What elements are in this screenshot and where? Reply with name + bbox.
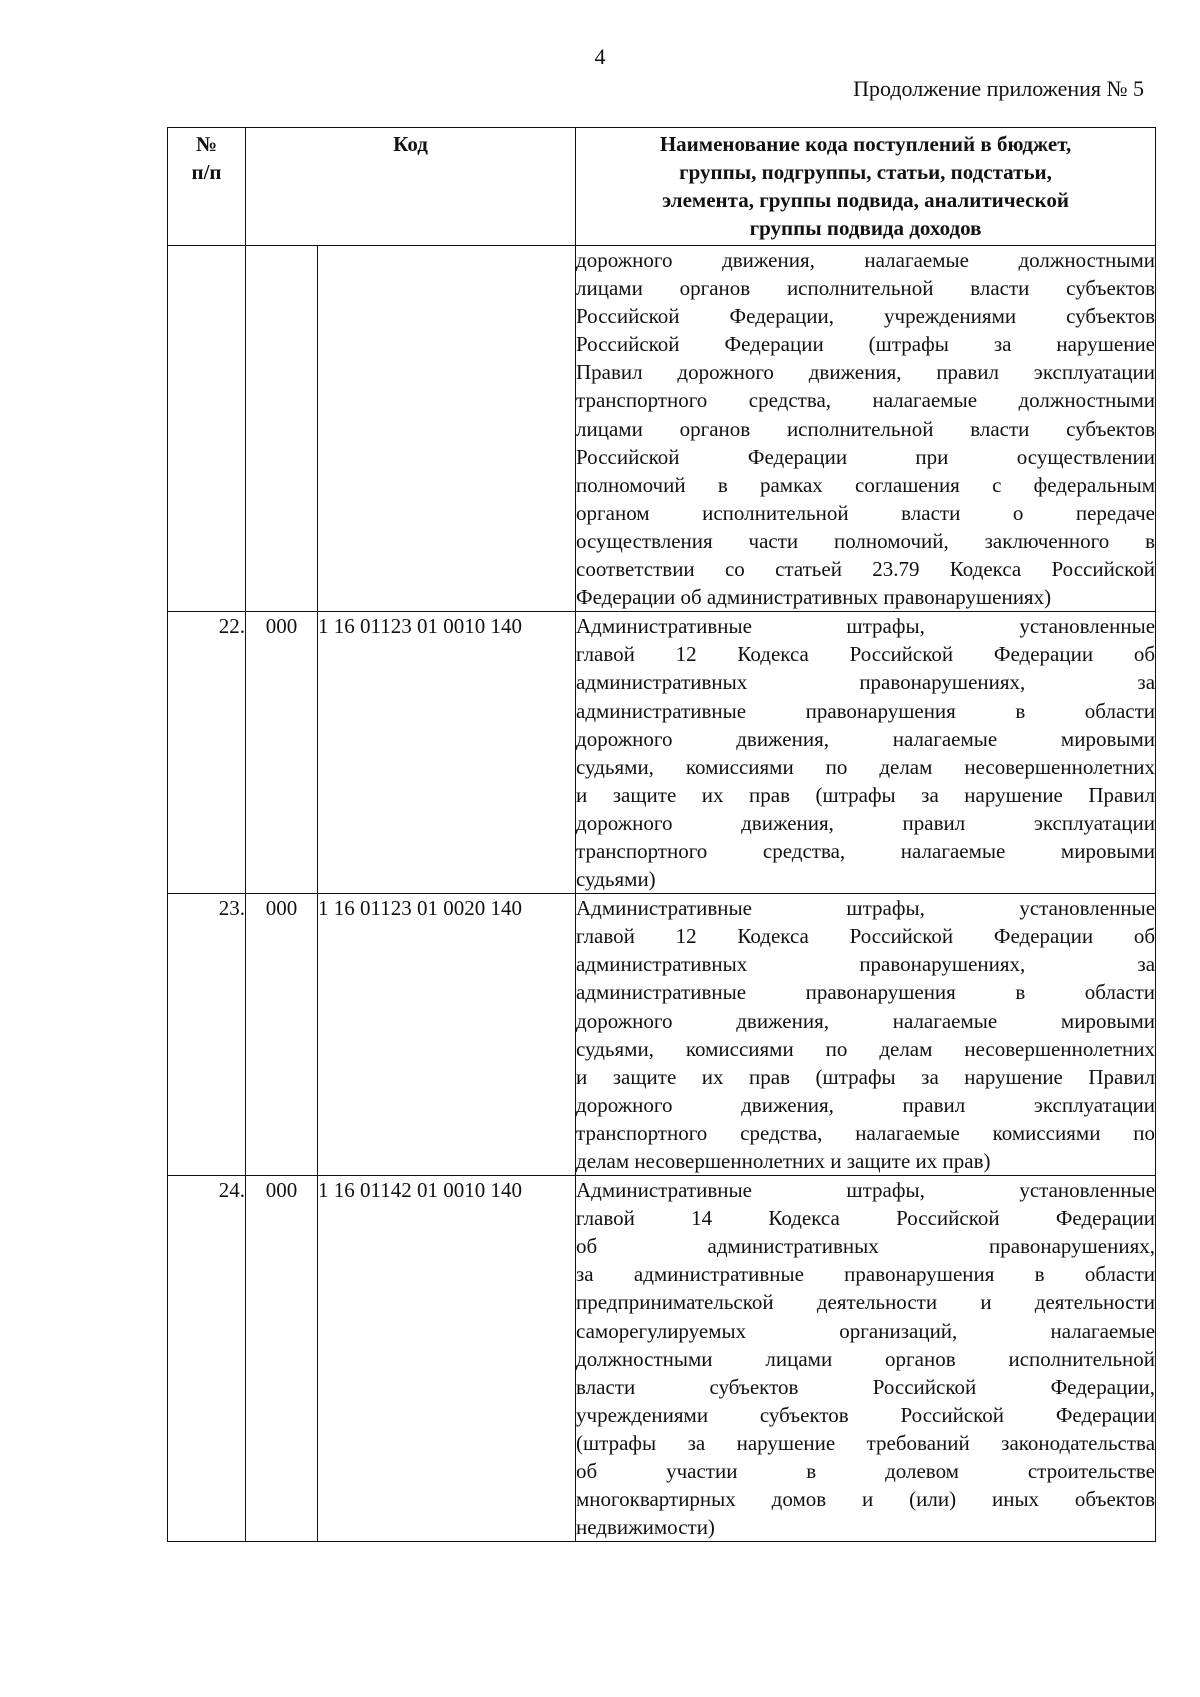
row-name-line: предпринимательской деятельности и деятельности (576, 1290, 1156, 1315)
row-name-line: Российской Федерации (штрафы за нарушение (576, 332, 1156, 357)
header-num-line: № (195, 132, 218, 156)
row-name-line: главой 14 Кодекса Российской Федерации (576, 1206, 1156, 1231)
row-name-line: дорожного движения, налагаемые должностными (576, 248, 1156, 272)
row-admin-code: 000 (246, 894, 318, 1176)
row-name-line: главой 12 Кодекса Российской Федерации об (576, 642, 1156, 667)
row-name-line: об участии в долевом строительстве (576, 1459, 1156, 1484)
row-name (576, 246, 1156, 612)
row-revenue-code (318, 246, 576, 612)
row-name (576, 612, 1156, 894)
row-name-line: власти субъектов Российской Федерации, (576, 1374, 1156, 1399)
row-name-line: Административные штрафы, установленные (576, 614, 1156, 639)
row-name-line: Российской Федерации при осуществлении (576, 444, 1156, 469)
row-admin-code: 000 (246, 1176, 318, 1542)
row-name-line: за административные правонарушения в области (576, 1262, 1156, 1287)
row-name-line: административных правонарушениях, за (576, 952, 1156, 977)
row-name-line: дорожного движения, налагаемые мировыми (576, 726, 1156, 751)
row-name-line: судьями, комиссиями по делам несовершеннолетних (576, 754, 1156, 779)
table-row (168, 246, 1156, 612)
row-name-line: соответствии со статьей 23.79 Кодекса Российской (576, 557, 1156, 582)
header-num-line: п/п (191, 160, 222, 184)
row-revenue-code: 1 16 01123 01 0020 140 (318, 894, 576, 1176)
row-name-line: Административные штрафы, установленные (576, 1178, 1156, 1203)
row-name-line: должностными лицами органов исполнительной (576, 1346, 1156, 1371)
header-code: Код (246, 128, 576, 246)
header-name-line: группы подвида доходов (749, 216, 982, 240)
row-name-line: транспортного средства, налагаемые комиссиями по (576, 1120, 1156, 1145)
row-name-line: судьями) (576, 867, 656, 892)
row-name-line: (штрафы за нарушение требований законодательства (576, 1430, 1156, 1455)
row-name-line: осуществления части полномочий, заключенного в (576, 528, 1156, 553)
row-number (168, 246, 246, 612)
row-name-line: Федерации об административных правонарушениях) (576, 585, 1052, 610)
row-name-line: органом исполнительной власти о передаче (576, 500, 1156, 525)
header-num (168, 128, 246, 246)
row-name-line: многоквартирных домов и (или) иных объектов (576, 1487, 1156, 1512)
header-row (168, 128, 1156, 246)
row-name-line: лицами органов исполнительной власти субъектов (576, 276, 1156, 301)
row-name-line: об административных правонарушениях, (576, 1234, 1156, 1259)
row-number: 23. (168, 894, 246, 1176)
appendix-continuation-label: Продолжение приложения № 5 (853, 76, 1144, 101)
row-name-line: Российской Федерации, учреждениями субъектов (576, 304, 1156, 329)
row-name-line: полномочий в рамках соглашения с федеральным (576, 472, 1156, 497)
table-row (168, 612, 1156, 894)
row-name-line: транспортного средства, налагаемые должностными (576, 388, 1156, 413)
row-name-line: саморегулируемых организаций, налагаемые (576, 1318, 1156, 1343)
table-row (168, 894, 1156, 1176)
table-row (168, 1176, 1156, 1542)
row-name-line: лицами органов исполнительной власти субъектов (576, 416, 1156, 441)
row-name-line: Правил дорожного движения, правил эксплуатации (576, 360, 1156, 385)
row-name-line: транспортного средства, налагаемые мировыми (576, 838, 1156, 863)
page-number: 4 (594, 44, 606, 69)
row-name-line: административные правонарушения в области (576, 698, 1156, 723)
row-name-line: дорожного движения, правил эксплуатации (576, 810, 1156, 835)
row-number: 24. (168, 1176, 246, 1542)
row-name-line: дорожного движения, правил эксплуатации (576, 1092, 1156, 1117)
header-name-line: Наименование кода поступлений в бюджет, (659, 132, 1072, 156)
header-name (576, 128, 1156, 246)
row-revenue-code: 1 16 01123 01 0010 140 (318, 612, 576, 894)
table-header (168, 128, 1156, 246)
row-admin-code (246, 246, 318, 612)
row-name-line: судьями, комиссиями по делам несовершеннолетних (576, 1036, 1156, 1061)
row-revenue-code: 1 16 01142 01 0010 140 (318, 1176, 576, 1542)
row-name-line: учреждениями субъектов Российской Федерации (576, 1402, 1156, 1427)
revenue-codes-table (167, 127, 1156, 1542)
row-admin-code: 000 (246, 612, 318, 894)
row-name (576, 894, 1156, 1176)
header-name-line: элемента, группы подвида, аналитической (662, 188, 1069, 212)
row-name-line: недвижимости) (576, 1515, 715, 1540)
row-name (576, 1176, 1156, 1542)
row-name-line: делам несовершеннолетних и защите их прав) (576, 1149, 991, 1173)
row-name-line: дорожного движения, налагаемые мировыми (576, 1008, 1156, 1033)
header-name-line: группы, подгруппы, статьи, подстатьи, (679, 160, 1052, 184)
row-name-line: Административные штрафы, установленные (576, 896, 1156, 921)
row-name-line: и защите их прав (штрафы за нарушение Правил (576, 1064, 1156, 1089)
row-number: 22. (168, 612, 246, 894)
table-body (168, 246, 1156, 1542)
row-name-line: административные правонарушения в области (576, 980, 1156, 1005)
row-name-line: административных правонарушениях, за (576, 670, 1156, 695)
row-name-line: и защите их прав (штрафы за нарушение Правил (576, 782, 1156, 807)
row-name-line: главой 12 Кодекса Российской Федерации об (576, 924, 1156, 949)
